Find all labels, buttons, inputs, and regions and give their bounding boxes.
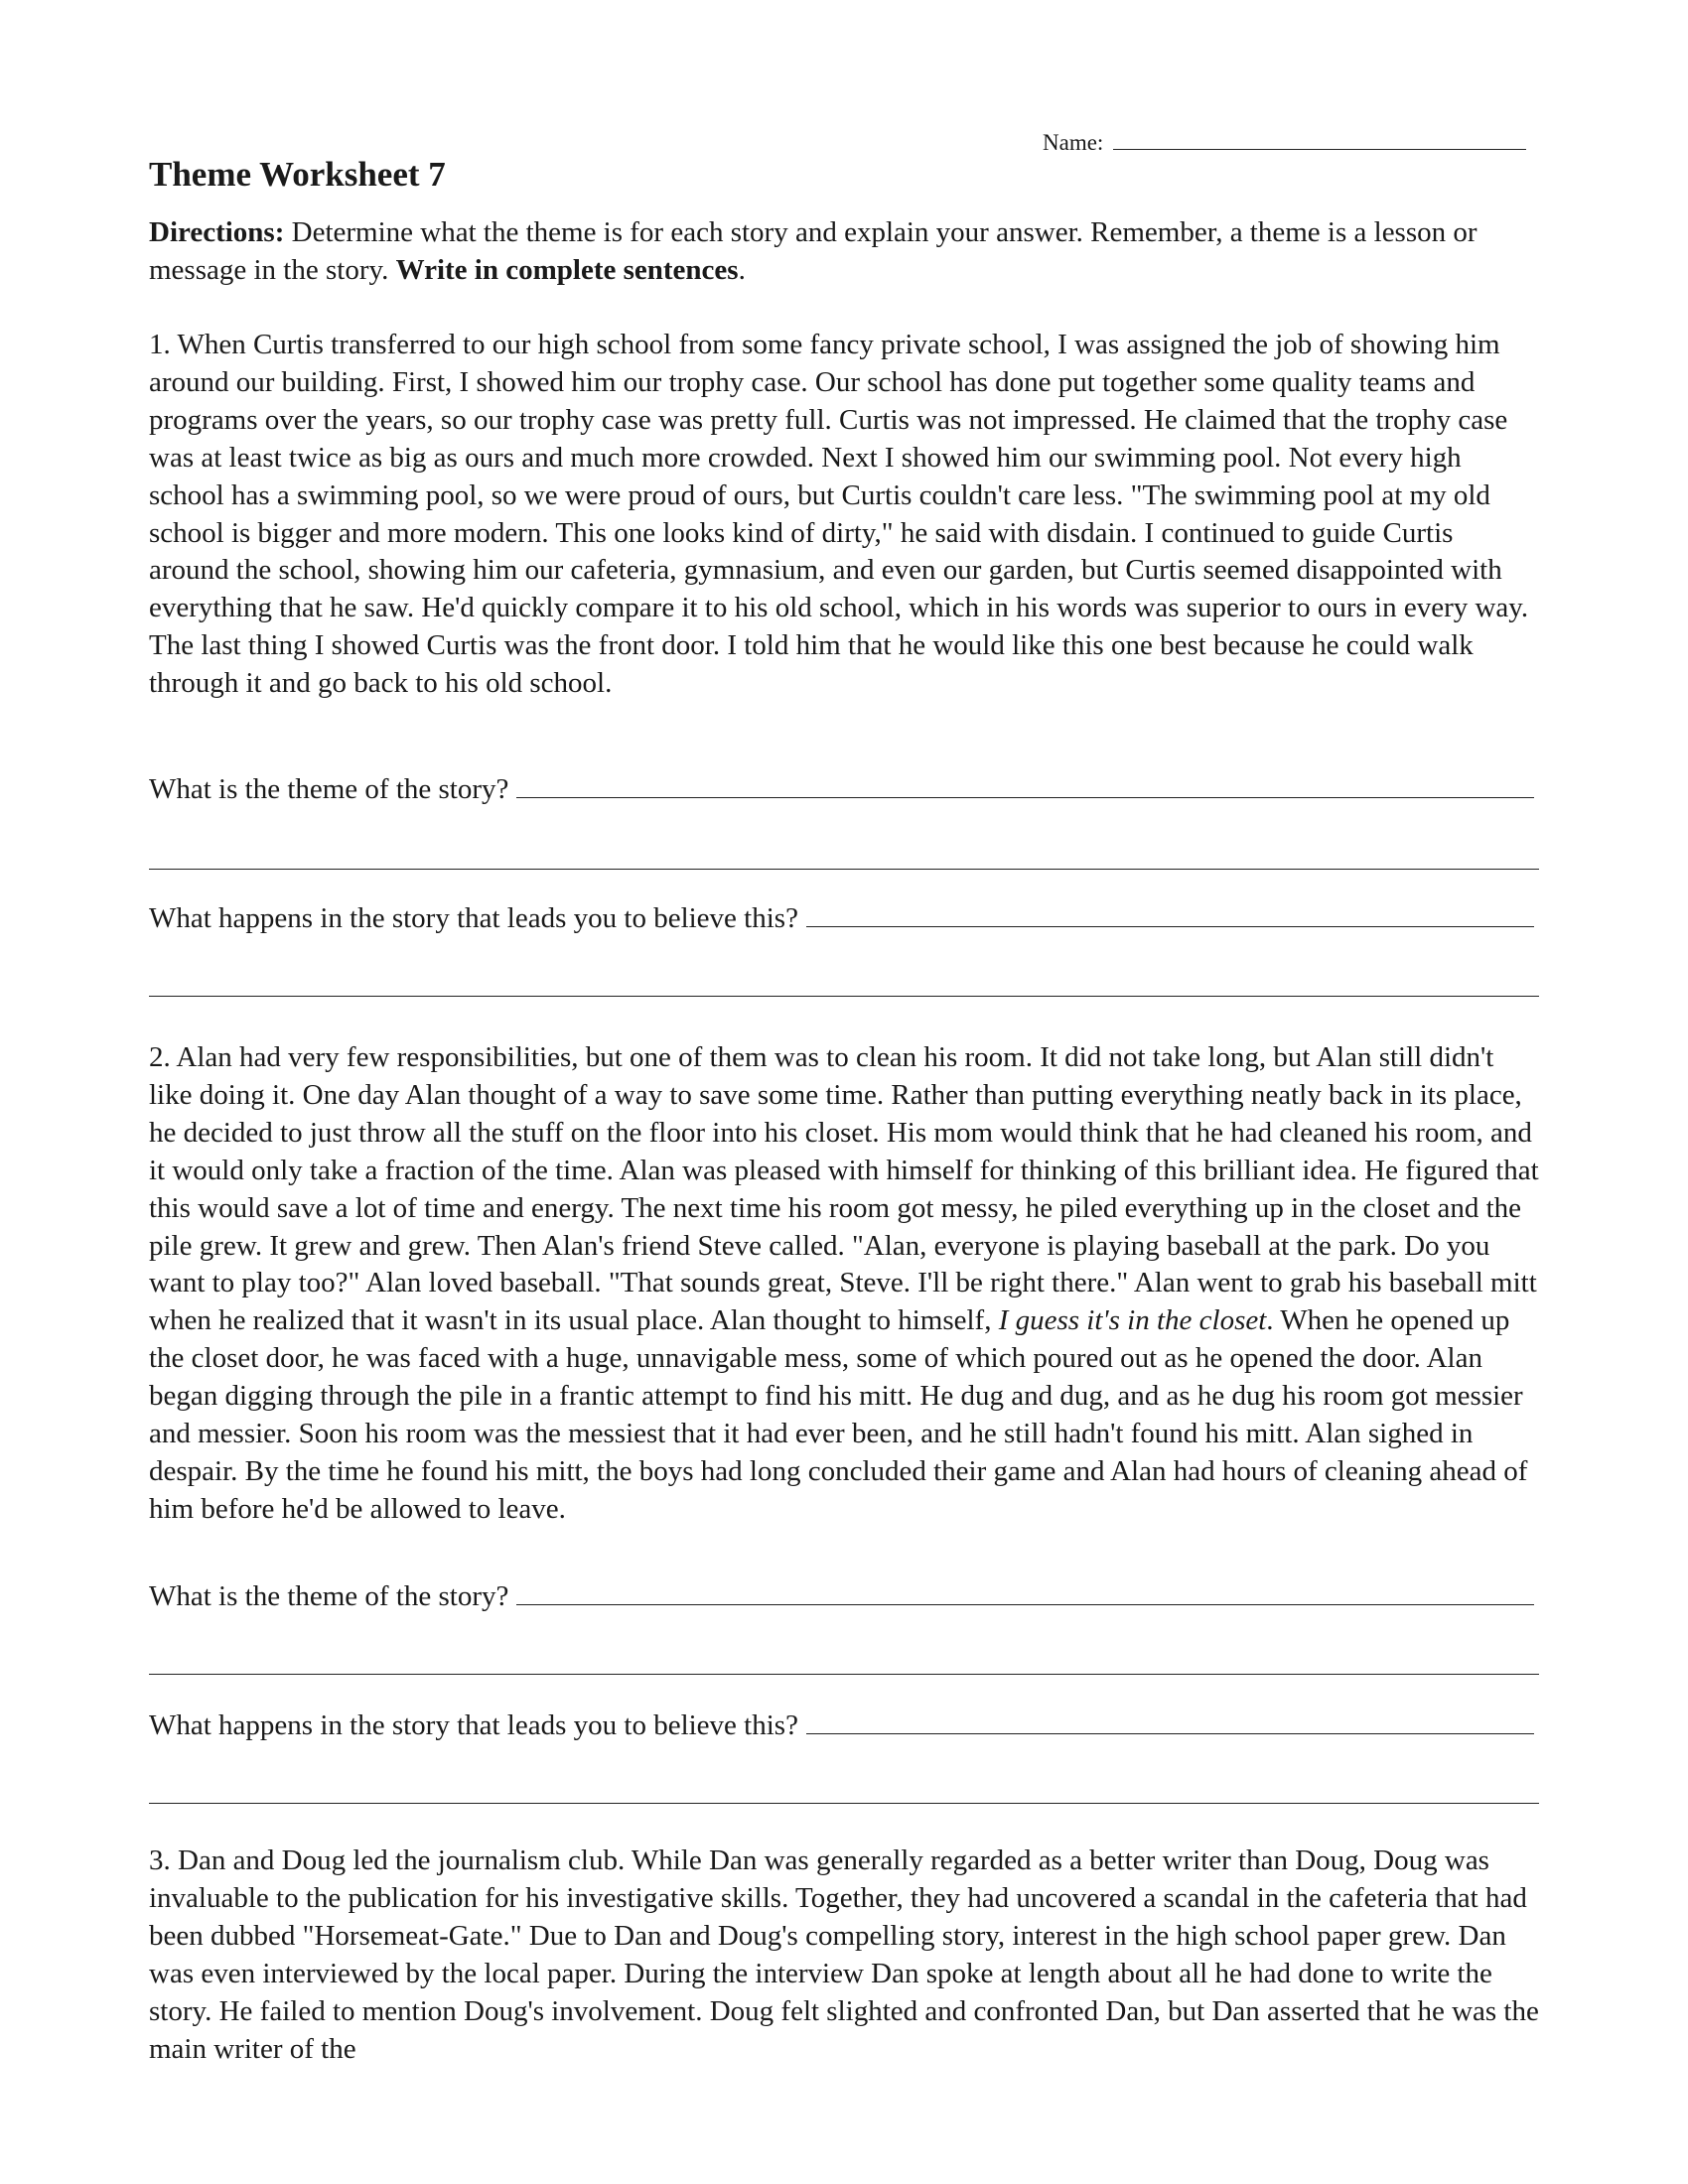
story-2-evidence-answer-line[interactable] [149,1803,1539,1804]
theme-answer-blank[interactable] [516,1576,1534,1605]
name-label: Name: [1043,130,1104,155]
directions-emphasis: Write in complete sentences [395,254,739,286]
story-2-evidence-question[interactable] [149,1706,1534,1742]
story-1: 1. When Curtis transferred to our high school from some fancy private school, I was assigned the job of showing him around our building. First, I showed him our trophy case. Our school has done put together some quality teams and programs over the years, so our trophy case was pretty full. Curtis was not impressed. He claimed that the trophy case was at least twice as big as ours and much more crowded. Next I showed him our swimming pool. Not every high school has a swimming pool, so we were proud of ours, but Curtis couldn't care less. "The swimming pool at my old school is bigger and more modern. This one looks kind of dirty," he said with disdain. I continued to guide Curtis around the school, showing him our cafeteria, gymnasium, and even our garden, but Curtis seemed disappointed with everything that he saw. He'd quickly compare it to his old school, which in his words was superior to ours in every way. The last thing I showed Curtis was the front door. I told him that he would like this one best because he could walk through it and go back to his old school. [149,329,1529,700]
story-2-theme-question[interactable] [149,1576,1534,1613]
question-evidence-label: What happens in the story that leads you to believe this? [149,902,798,934]
question-theme-label: What is the theme of the story? [149,1580,509,1612]
directions-end: . [738,254,746,286]
directions-text: Determine what the theme is for each story and explain your answer. Remember, a theme is a lesson or message in the story. [149,216,1477,286]
story-3: 3. Dan and Doug led the journalism club. While Dan was generally regarded as a better writer than Doug, Doug was invaluable to the publication for his investigative skills. Together, they had uncovered a scandal in the cafeteria that had been dubbed "Horsemeat-Gate." Due to Dan and Doug's compelling story, interest in the high school paper grew. Dan was even interviewed by the local paper. During the interview Dan spoke at length about all he had done to write the story. He failed to mention Doug's involvement. Doug felt slighted and confronted Dan, but Dan asserted that he was the main writer of the [149,1844,1539,2065]
story-1-theme-answer-line[interactable] [149,869,1539,870]
story-1-theme-question[interactable] [149,769,1534,806]
story-1-evidence-question[interactable] [149,898,1534,935]
story-2-text-b: . When he opened up the closet door, he was faced with a huge, unnavigable mess, some of which poured out as he opened the door. Alan began digging through the pile in a frantic attempt to find his mitt. He dug and dug, and as he dug his room got messier and messier. Soon his room was the messiest that it had ever been, and he still hadn't found his mitt. Alan sighed in despair. By the time he found his mitt, the boys had long concluded their game and Alan had hours of cleaning ahead of him before he'd be allowed to leave. [149,1304,1528,1525]
evidence-answer-blank[interactable] [806,898,1534,927]
question-evidence-label: What happens in the story that leads you to believe this? [149,1709,798,1741]
story-2-italic-thought: I guess it's in the closet [998,1304,1267,1337]
story-1-evidence-answer-line[interactable] [149,996,1539,997]
theme-answer-blank[interactable] [516,769,1534,798]
evidence-answer-blank[interactable] [806,1706,1534,1734]
name-blank-line[interactable] [1113,127,1526,150]
story-2 [149,1039,1539,1529]
name-field[interactable] [1043,127,1526,156]
directions-label: Directions: [149,216,285,248]
directions [149,213,1539,289]
worksheet-title: Theme Worksheet 7 [149,155,446,194]
story-2-theme-answer-line[interactable] [149,1674,1539,1675]
story-2-text-a: 2. Alan had very few responsibilities, but one of them was to clean his room. It did not take long, but Alan still didn't like doing it. One day Alan thought of a way to save some time. Rather than putting everything neatly back in its place, he decided to just throw all the stuff on the floor into his closet. His mom would think that he had cleaned his room, and it would only take a fraction of the time. Alan was pleased with himself for thinking of this brilliant idea. He figured that this would save a lot of time and energy. The next time his room got messy, he piled everything up in the closet and the pile grew. It grew and grew. Then Alan's friend Steve called. "Alan, everyone is playing baseball at the park. Do you want to play too?" Alan loved baseball. "That sounds great, Steve. I'll be right there." Alan went to grab his baseball mitt when he realized that it wasn't in its usual place. Alan thought to himself, [149,1041,1539,1337]
question-theme-label: What is the theme of the story? [149,773,509,805]
